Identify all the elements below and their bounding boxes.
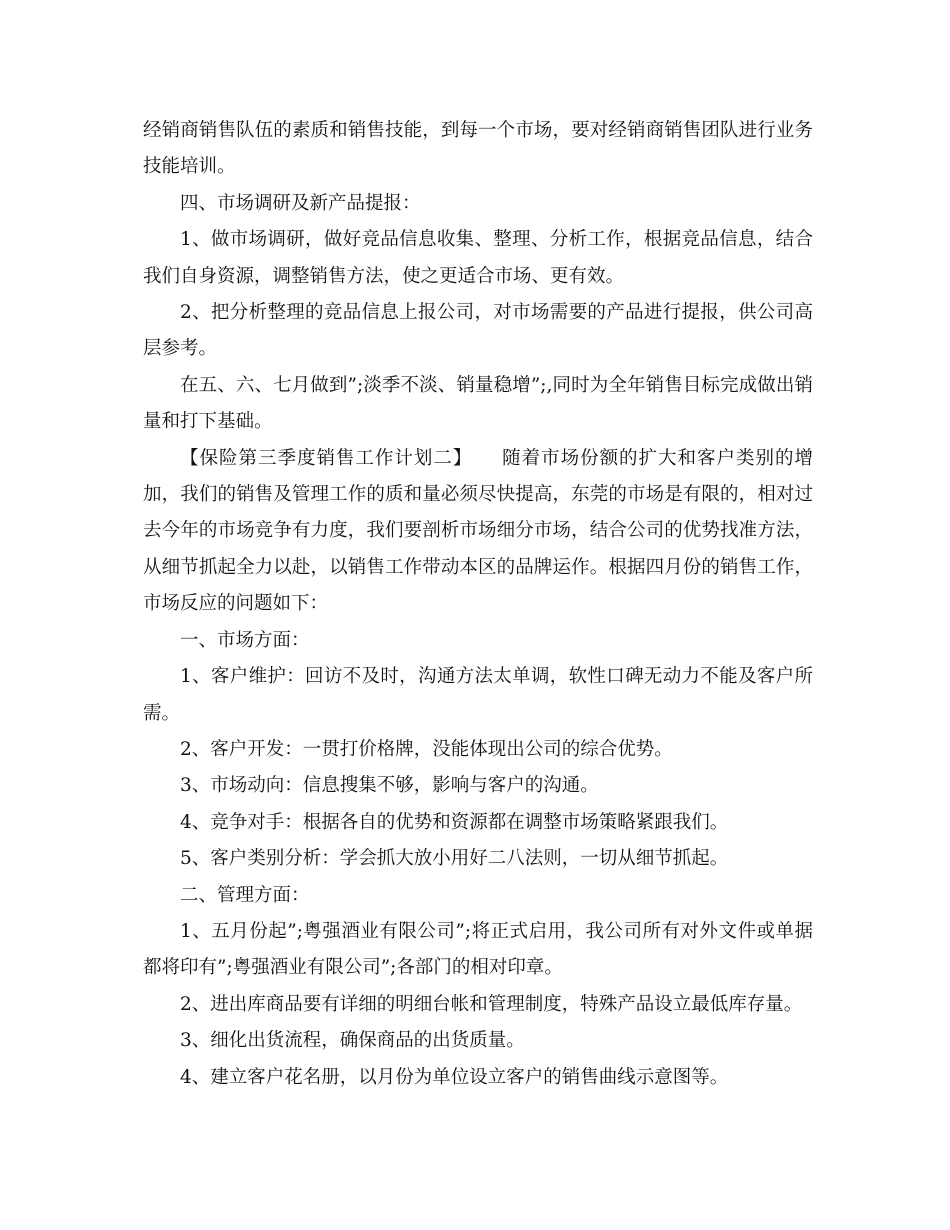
paragraph-management-item-2: 2、进出库商品要有详细的明细台帐和管理制度，特殊产品设立最低库存量。 [180, 993, 803, 1015]
section-heading-market: 一、市场方面： [180, 629, 310, 651]
paragraph-market-item-4: 4、竞争对手：根据各自的优势和资源都在调整市场策略紧跟我们。 [180, 811, 729, 833]
paragraph-season-goal: 在五、六、七月做到”;淡季不淡、销量稳增”;,同时为全年销售目标完成做出销量和打下基础。 [143, 374, 813, 433]
section-heading-market-research: 四、市场调研及新产品提报： [180, 192, 421, 214]
document-body [143, 113, 813, 1096]
paragraph-market-item-2: 2、客户开发：一贯打价格牌，没能体现出公司的综合优势。 [180, 738, 673, 760]
paragraph-continuation: 经销商销售队伍的素质和销售技能，到每一个市场，要对经销商销售团队进行业务技能培训。 [143, 120, 813, 178]
paragraph-management-item-4: 4、建立客户花名册，以月份为单位设立客户的销售曲线示意图等。 [180, 1066, 729, 1088]
paragraph-market-item-1: 1、客户维护：回访不及时，沟通方法太单调，软性口碑无动力不能及客户所需。 [143, 666, 813, 724]
paragraph-market-item-3: 3、市场动向：信息搜集不够，影响与客户的沟通。 [180, 775, 599, 797]
paragraph-research-item-2: 2、把分析整理的竞品信息上报公司，对市场需要的产品进行提报，供公司高层参考。 [143, 302, 813, 360]
paragraph-management-item-1: 1、五月份起”;粤强酒业有限公司”;将正式启用，我公司所有对外文件或单据都将印有”;粤强酒业有限公司”;各部门的相对印章。 [143, 920, 813, 979]
paragraph-research-item-1: 1、做市场调研，做好竞品信息收集、整理、分析工作，根据竞品信息，结合我们自身资源，调整销售方法，使之更适合市场、更有效。 [143, 229, 813, 287]
paragraph-market-item-5: 5、客户类别分析：学会抓大放小用好二八法则，一切从细节抓起。 [180, 848, 729, 870]
paragraph-management-item-3: 3、细化出货流程，确保商品的出货质量。 [180, 1030, 525, 1052]
paragraph-plan-two-intro: 【保险第三季度销售工作计划二】 随着市场份额的扩大和客户类别的增加，我们的销售及管理工作的质和量必须尽快提高，东莞的市场是有限的，相对过去今年的市场竞争有力度，我们要剖析市场细分市场，结合公司的优势找准方法，从细节抓起全力以赴，以销售工作带动本区的品牌运作。根据四月份的销售工作，市场反应的问题如下： [143, 447, 813, 615]
section-heading-management: 二、管理方面： [180, 884, 310, 906]
